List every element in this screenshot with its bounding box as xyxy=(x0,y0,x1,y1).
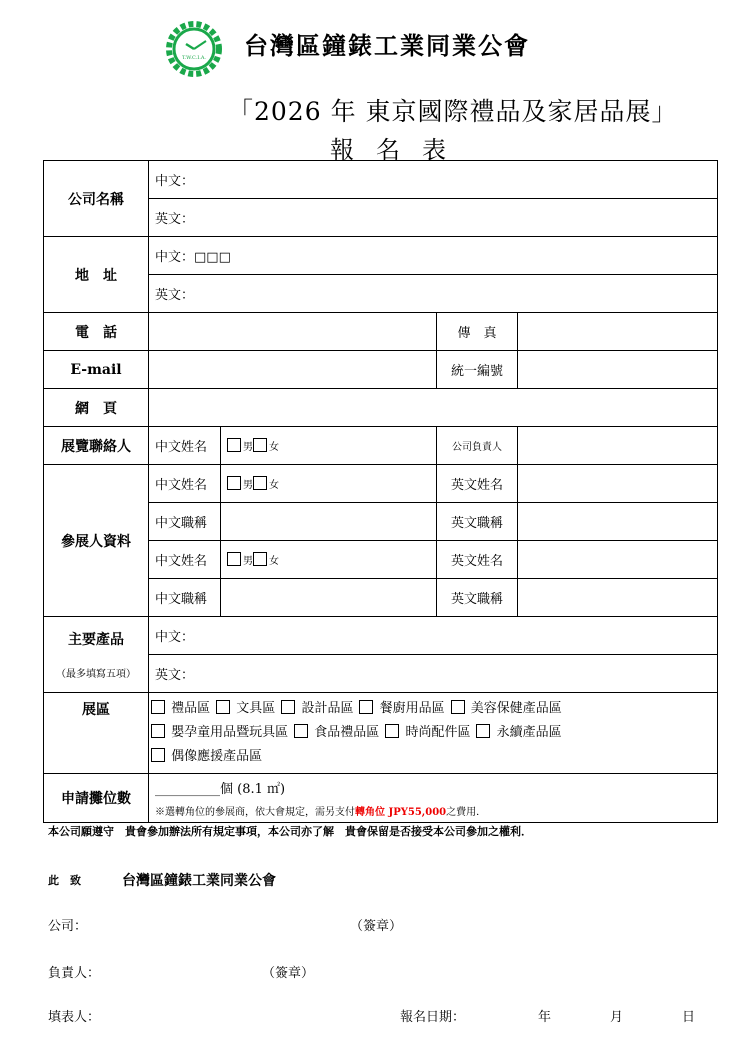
zone-options xyxy=(149,693,718,774)
en-label: 英文： xyxy=(155,212,195,227)
contact-label: 展覽聯絡人 xyxy=(44,427,149,465)
en-name-label: 英文姓名 xyxy=(437,541,518,579)
address-en-field[interactable] xyxy=(149,275,718,313)
website-label: 網 頁 xyxy=(44,389,149,427)
svg-text:T.W.C.I.A.: T.W.C.I.A. xyxy=(181,55,207,61)
page-subtitle: 報名表 xyxy=(330,136,468,164)
owner-sign-label: 負責人： xyxy=(48,966,101,981)
male-label: 男 xyxy=(243,555,253,567)
company-seal[interactable]: （簽章） xyxy=(350,919,403,934)
products-en-field[interactable] xyxy=(149,655,718,693)
zone-option[interactable]: 設計品區 xyxy=(281,701,353,716)
company-sign-label: 公司： xyxy=(48,919,88,934)
to-org: 台灣區鐘錶工業同業公會 xyxy=(122,873,276,889)
zone-option[interactable]: 時尚配件區 xyxy=(385,725,470,740)
en-title-label: 英文職稱 xyxy=(437,579,518,617)
participant-label: 參展人資料 xyxy=(44,465,149,617)
company-cn-field[interactable] xyxy=(149,161,718,199)
company-en-field[interactable] xyxy=(149,199,718,237)
owner-label: 公司負責人 xyxy=(437,427,518,465)
owner-field[interactable] xyxy=(518,427,718,465)
female-checkbox[interactable] xyxy=(253,552,267,566)
address-label: 地 址 xyxy=(44,237,149,313)
male-checkbox[interactable] xyxy=(227,438,241,452)
participant1-en-name-field[interactable] xyxy=(518,465,718,503)
participant1-cn-title-field[interactable] xyxy=(221,503,437,541)
female-label: 女 xyxy=(269,479,279,491)
phone-label: 電 話 xyxy=(44,313,149,351)
month-label: 月 xyxy=(610,1010,624,1025)
zone-option[interactable]: 嬰孕童用品暨玩具區 xyxy=(151,725,288,740)
en-label: 英文： xyxy=(155,288,195,303)
company-label: 公司名稱 xyxy=(44,161,149,237)
en-name-label: 英文姓名 xyxy=(437,465,518,503)
filler-label: 填表人： xyxy=(48,1010,101,1025)
products-note: （最多填寫五項） xyxy=(56,669,136,680)
year-label: 年 xyxy=(538,1010,552,1025)
tax-id-field[interactable] xyxy=(518,351,718,389)
booth-label: 申請攤位數 xyxy=(44,774,149,823)
products-label-text: 主要產品 xyxy=(68,632,124,648)
participant2-en-name-field[interactable] xyxy=(518,541,718,579)
female-checkbox[interactable] xyxy=(253,476,267,490)
website-field[interactable] xyxy=(149,389,718,427)
day-label: 日 xyxy=(682,1010,696,1025)
org-name: 台灣區鐘錶工業同業公會 xyxy=(244,31,530,60)
twcia-logo xyxy=(166,21,222,77)
zone-option[interactable]: 禮品區 xyxy=(151,701,210,716)
booth-note: ※選轉角位的參展商，依大會規定，需另支付轉角位 JPY55,000之費用． xyxy=(155,807,487,818)
male-label: 男 xyxy=(243,441,253,453)
en-title-label: 英文職稱 xyxy=(437,503,518,541)
zone-option[interactable]: 美容保健產品區 xyxy=(451,701,562,716)
zone-option[interactable]: 永續產品區 xyxy=(476,725,561,740)
participant2-cn-title-field[interactable] xyxy=(221,579,437,617)
zone-option[interactable]: 食品禮品區 xyxy=(294,725,379,740)
declaration: 本公司願遵守 貴會參加辦法所有規定事項，本公司亦了解 貴會保留是否接受本公司參加之權利． xyxy=(48,825,532,838)
participant1-name-field[interactable] xyxy=(221,465,437,503)
female-checkbox[interactable] xyxy=(253,438,267,452)
zone-option[interactable]: 餐廚用品區 xyxy=(359,701,444,716)
to-label: 此 致 xyxy=(48,874,81,887)
zone-label: 展區 xyxy=(44,693,149,774)
cn-title-label: 中文職稱 xyxy=(149,579,221,617)
zone-option[interactable]: 偶像應援產品區 xyxy=(151,749,262,764)
zone-option[interactable]: 文具區 xyxy=(216,701,275,716)
booth-count-line[interactable]: __________個 (8.1 ㎡) xyxy=(155,782,286,797)
female-label: 女 xyxy=(269,555,279,567)
male-checkbox[interactable] xyxy=(227,476,241,490)
page-title: 「2026 年 東京國際禮品及家居品展」 xyxy=(228,97,678,126)
participant1-en-title-field[interactable] xyxy=(518,503,718,541)
products-cn-field[interactable] xyxy=(149,617,718,655)
address-cn-field[interactable] xyxy=(149,237,718,275)
participant2-name-field[interactable] xyxy=(221,541,437,579)
tax-id-label: 統一編號 xyxy=(437,351,518,389)
cn-name-label: 中文姓名 xyxy=(149,465,221,503)
cn-label: 中文： xyxy=(155,174,195,189)
date-label: 報名日期： xyxy=(400,1010,466,1025)
fax-label: 傳 真 xyxy=(437,313,518,351)
male-label: 男 xyxy=(243,479,253,491)
participant2-en-title-field[interactable] xyxy=(518,579,718,617)
owner-seal[interactable]: （簽章） xyxy=(262,966,315,981)
cn-name-label: 中文姓名 xyxy=(149,427,221,465)
male-checkbox[interactable] xyxy=(227,552,241,566)
female-label: 女 xyxy=(269,441,279,453)
cn-label: 中文：□□□ xyxy=(155,250,231,265)
registration-table xyxy=(43,160,718,823)
cn-label: 中文： xyxy=(155,630,195,645)
booth-field[interactable] xyxy=(149,774,718,823)
phone-field[interactable] xyxy=(149,313,437,351)
email-field[interactable] xyxy=(149,351,437,389)
cn-title-label: 中文職稱 xyxy=(149,503,221,541)
cn-name-label: 中文姓名 xyxy=(149,541,221,579)
en-label: 英文： xyxy=(155,668,195,683)
products-label xyxy=(44,617,149,693)
fax-field[interactable] xyxy=(518,313,718,351)
contact-name-field[interactable] xyxy=(221,427,437,465)
email-label: E-mail xyxy=(44,351,149,389)
